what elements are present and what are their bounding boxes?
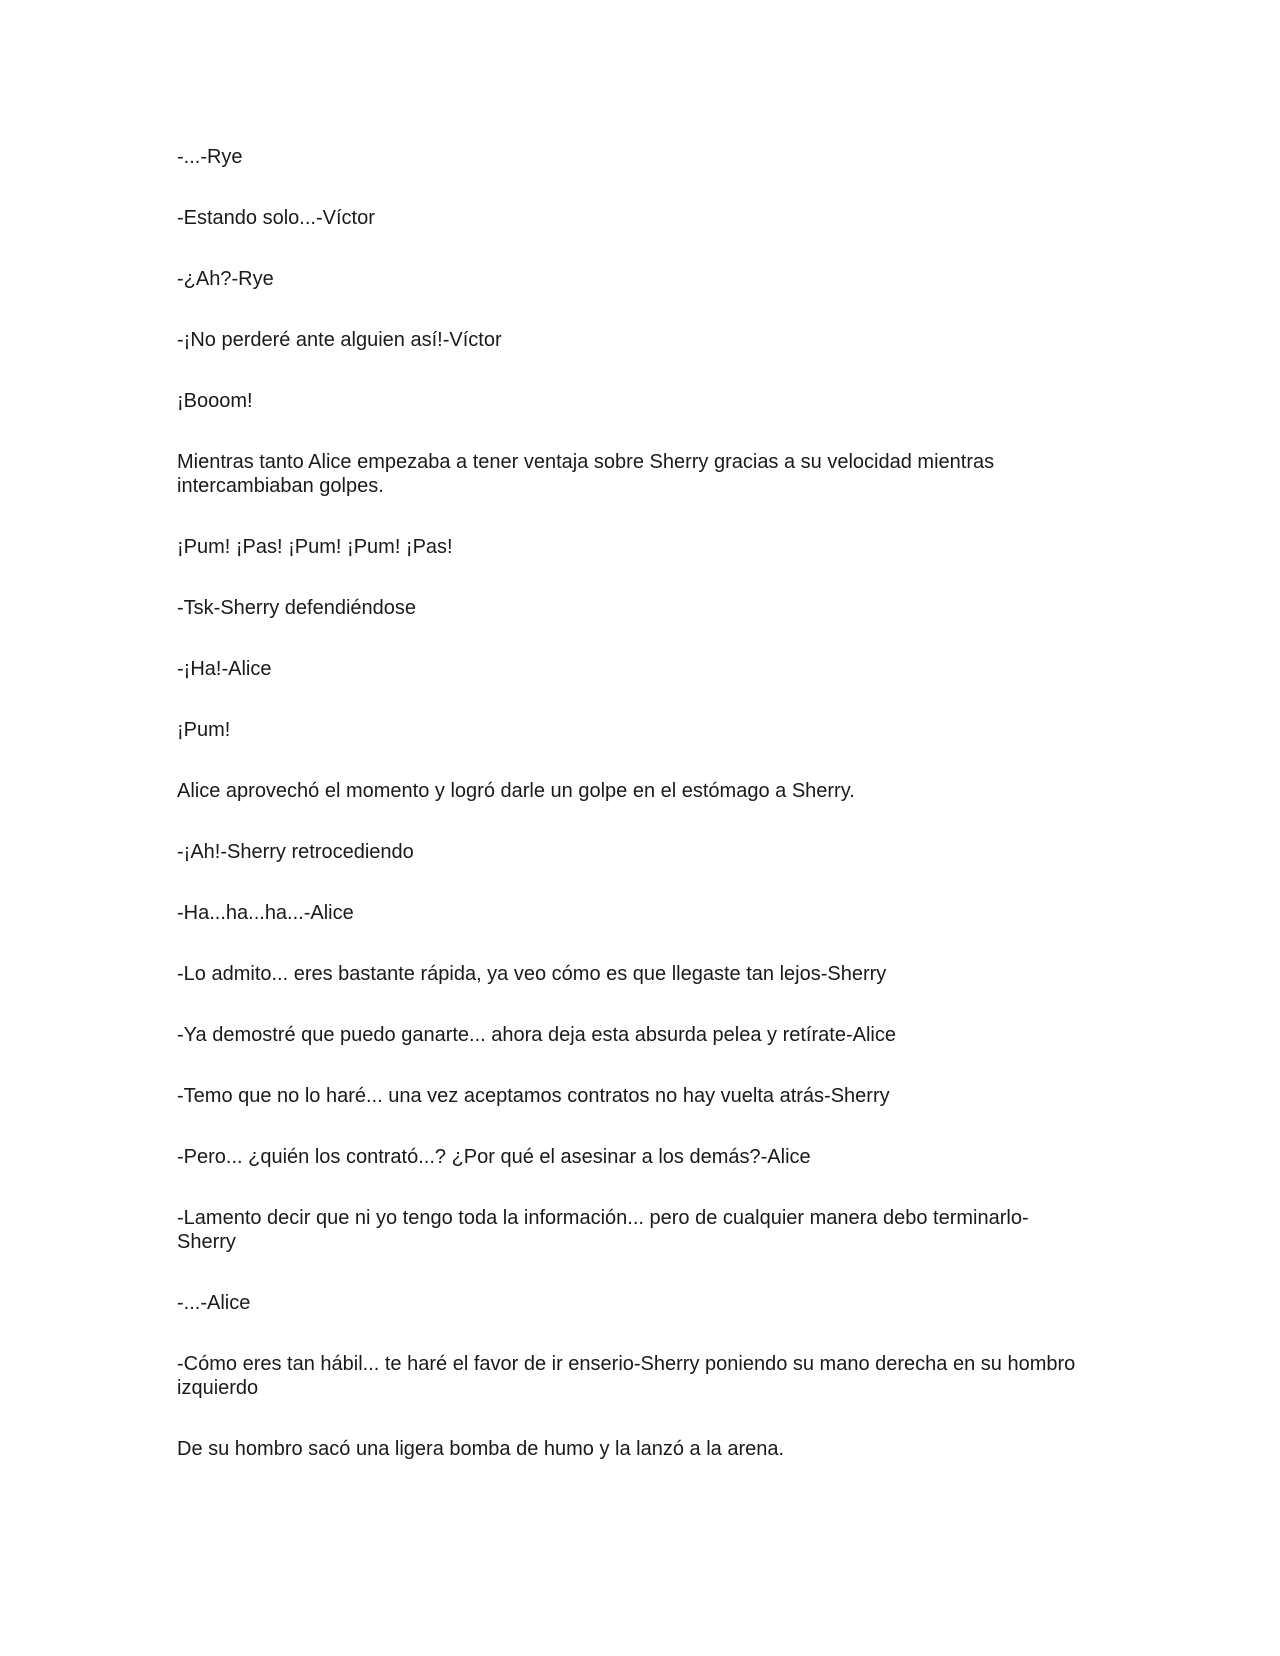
paragraph: -Lo admito... eres bastante rápida, ya veo cómo es que llegaste tan lejos-Sherry xyxy=(177,963,887,985)
paragraph: -Cómo eres tan hábil... te haré el favor de ir enserio-Sherry poniendo su mano derecha en su hombro izquierdo xyxy=(177,1353,1076,1399)
paragraph: ¡Pum! ¡Pas! ¡Pum! ¡Pum! ¡Pas! xyxy=(177,536,453,558)
document-body xyxy=(177,145,1077,1498)
paragraph: ¡Booom! xyxy=(177,390,253,412)
paragraph: -...-Alice xyxy=(177,1292,251,1314)
paragraph: De su hombro sacó una ligera bomba de humo y la lanzó a la arena. xyxy=(177,1438,785,1460)
paragraph: -Estando solo...-Víctor xyxy=(177,207,375,229)
paragraph: -Pero... ¿quién los contrató...? ¿Por qué el asesinar a los demás?-Alice xyxy=(177,1146,811,1168)
paragraph: Mientras tanto Alice empezaba a tener ventaja sobre Sherry gracias a su velocidad mientras intercambiaban golpes. xyxy=(177,451,995,497)
paragraph: ¡Pum! xyxy=(177,719,231,741)
paragraph: Alice aprovechó el momento y logró darle un golpe en el estómago a Sherry. xyxy=(177,780,855,802)
paragraph: -¡Ah!-Sherry retrocediendo xyxy=(177,841,414,863)
paragraph: -Ya demostré que puedo ganarte... ahora deja esta absurda pelea y retírate-Alice xyxy=(177,1024,896,1046)
paragraph: -...-Rye xyxy=(177,146,243,168)
paragraph: -Tsk-Sherry defendiéndose xyxy=(177,597,417,619)
paragraph: -¡No perderé ante alguien así!-Víctor xyxy=(177,329,502,351)
paragraph: -Ha...ha...ha...-Alice xyxy=(177,902,354,924)
paragraph: -Lamento decir que ni yo tengo toda la información... pero de cualquier manera debo terminarlo-Sherry xyxy=(177,1207,1029,1253)
paragraph: -¿Ah?-Rye xyxy=(177,268,274,290)
paragraph: -¡Ha!-Alice xyxy=(177,658,272,680)
paragraph: -Temo que no lo haré... una vez aceptamos contratos no hay vuelta atrás-Sherry xyxy=(177,1085,890,1107)
